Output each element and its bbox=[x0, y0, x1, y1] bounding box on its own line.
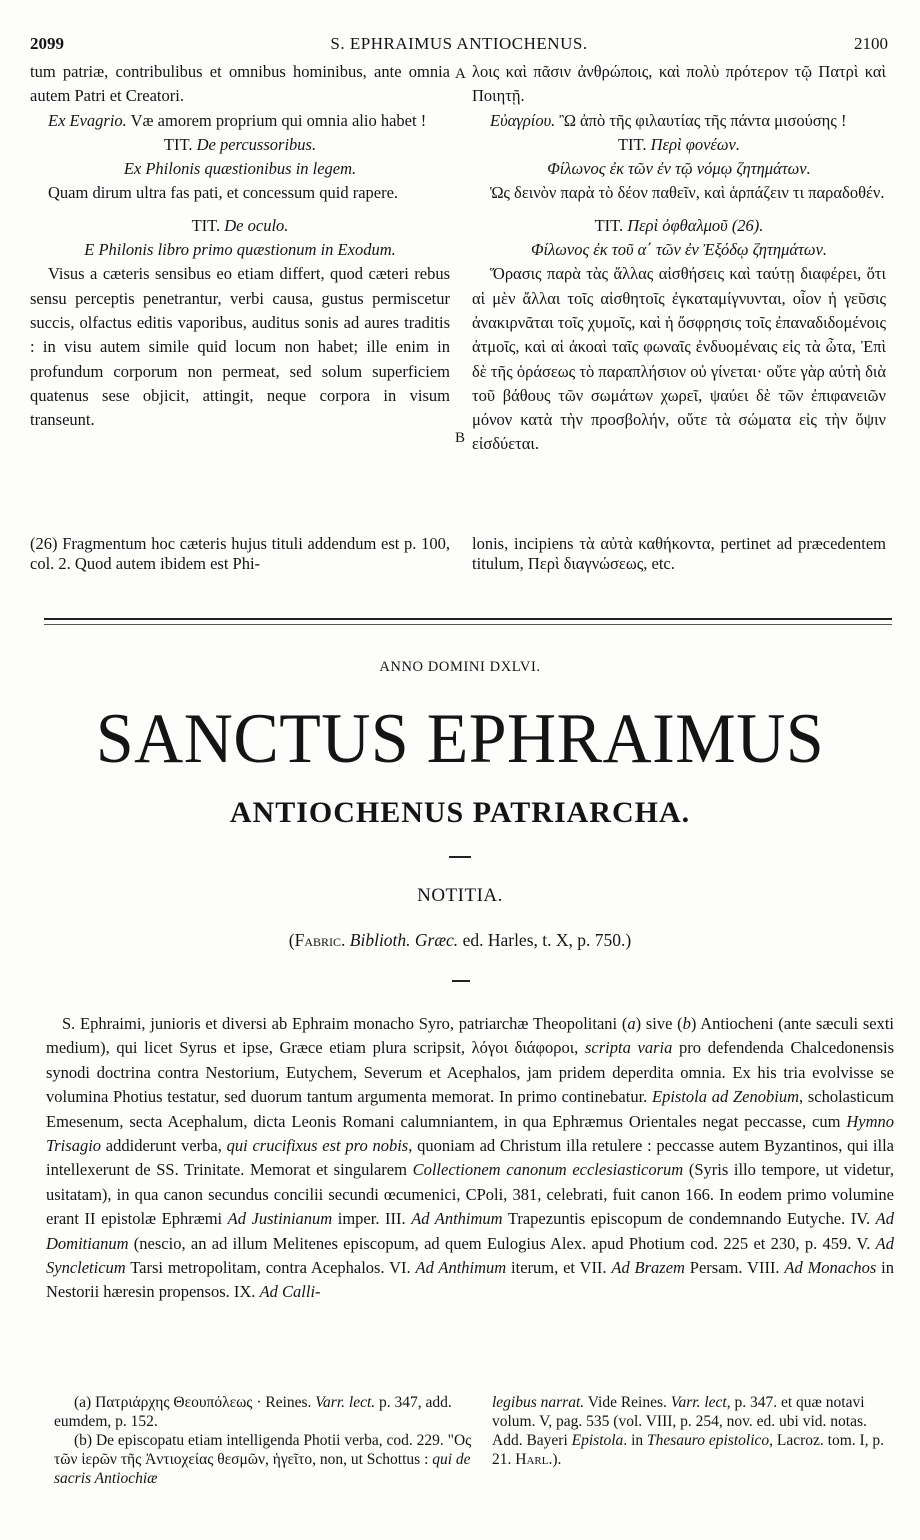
tit-label: TIT. bbox=[163, 134, 197, 154]
greek-source-philo-2-text: Φίλωνος ἐκ τοῦ α΄ τῶν ἐν Ἐξόδῳ ζητημάτων. bbox=[530, 240, 828, 260]
tit-label: TIT. bbox=[617, 134, 651, 154]
latin-source-philo-2-text: E Philonis libro primo quæstionum in Exodum. bbox=[84, 240, 396, 260]
body-seg: in Nestorii hæresin propensos. IX. bbox=[46, 1258, 894, 1302]
tit-label: TIT. bbox=[594, 215, 628, 235]
body-seg: , quoniam ad Christum illa retulere : peccasse autem Byzantinos, qui illa intellexerunt de SS. Trinitate. Memorat et singularem bbox=[46, 1136, 895, 1180]
fn-italic: qui de sacris Antiochiæ bbox=[54, 1451, 471, 1487]
body-seg: iterum, et VII. bbox=[506, 1258, 612, 1278]
latin-source-philo-2 bbox=[30, 238, 450, 262]
body-italic: Ad Domitianum bbox=[46, 1209, 895, 1253]
footnote-ref-b: b bbox=[682, 1014, 691, 1033]
body-italic: Epistola ad Zenobium bbox=[652, 1087, 799, 1107]
body-italic: Hymno Trisagio bbox=[46, 1111, 894, 1156]
fn-seg: Vide Reines. bbox=[584, 1394, 671, 1411]
greek-source-philo-1 bbox=[472, 157, 886, 181]
fn-seg: p. 347, add. eumdem, p. 152. bbox=[54, 1394, 452, 1430]
body-seg: (nescio, an ad illum Melitenes episcopum, ad quem Eulogius Alex. apud Photium cod. 225 et 230, p. 459. V. bbox=[128, 1233, 876, 1253]
fn-seg: , Lacroz. tom. I, p. 21. bbox=[492, 1432, 885, 1468]
greek-para-2 bbox=[472, 109, 886, 133]
body-seg: imper. III. bbox=[332, 1209, 412, 1229]
section-rule-thick bbox=[44, 618, 892, 620]
greek-title-ophthalmou bbox=[472, 214, 886, 238]
notitia-body bbox=[46, 1012, 894, 1305]
latin-title-percussoribus bbox=[30, 133, 450, 157]
body-italic: Ad Anthimum bbox=[415, 1258, 507, 1278]
fn-italic: Varr. lect bbox=[670, 1394, 727, 1411]
latin-source-philo-1-text: Ex Philonis quæstionibus in legem. bbox=[123, 159, 357, 179]
tit-text: De percussoribus. bbox=[196, 134, 317, 154]
body-seg: Persam. VIII. bbox=[684, 1258, 785, 1278]
latin-source-philo-1 bbox=[30, 157, 450, 181]
fn-seg: ). bbox=[552, 1451, 562, 1468]
footnote-26-right: lonis, incipiens τὰ αὐτὰ καθήκοντα, pertinet ad præcedentem titulum, Περὶ διαγνώσεως, etc. bbox=[472, 534, 886, 573]
section-rule-thin bbox=[44, 624, 892, 625]
greek-para-5: Ὡς δεινὸν παρὰ τὸ δέον παθεῖν, καὶ ἁρπάζειν τι παραδοθέν. bbox=[490, 183, 885, 203]
body-italic: Ad Calli- bbox=[259, 1282, 321, 1302]
latin-para-5: Quam dirum ultra fas pati, et concessum quid rapere. bbox=[48, 183, 399, 203]
latin-source-evagrius: Ex Evagrio. bbox=[48, 110, 127, 130]
latin-para-1: tum patriæ, contribulibus et omnibus hominibus, ante omnia autem Patri et Creatori. bbox=[30, 62, 450, 106]
body-seg: Tarsi metropolitam, contra Acephalos. VI. bbox=[125, 1258, 416, 1278]
source-citation bbox=[0, 930, 920, 951]
subtitle: ANTIOCHENUS PATRIARCHA. bbox=[229, 796, 691, 829]
body-italic: qui crucifixus est pro nobis bbox=[226, 1136, 409, 1156]
page-number-left: 2099 bbox=[30, 34, 64, 53]
fn-italic: Varr. lect. bbox=[315, 1394, 376, 1411]
tit-text: De oculo. bbox=[224, 215, 289, 235]
body-greek: λόγοι διάφοροι bbox=[471, 1038, 575, 1058]
margin-mark-b: B bbox=[455, 430, 466, 446]
body-seg: pro defendenda Chalcedonensis synodi doctrina contra Nestorium, Eutychem, Severum et Acephalos, jam pridem deperdita omnia. Ex his tria evolvisse se volumina Photius testatur, sed duorum tantum argumenta memorat. In primo continebatur. bbox=[46, 1038, 895, 1107]
greek-source-evagrius: Εὐαγρίου. bbox=[490, 110, 556, 130]
footnote-b bbox=[54, 1431, 474, 1488]
fn-italic: legibus narrat. bbox=[492, 1394, 585, 1411]
citation-author: Fabric. bbox=[294, 930, 346, 950]
tit-text: Περὶ φονέων. bbox=[650, 134, 741, 154]
latin-column bbox=[30, 60, 450, 432]
latin-para-2-text: Væ amorem proprium qui omnia alio habet ! bbox=[126, 110, 427, 130]
latin-title-oculo bbox=[30, 214, 450, 238]
latin-para-8: Visus a cæteris sensibus eo etiam differt, quod cæteri rebus sensu perceptis penetrantur, verbi causa, gustus permiscetur succis, olfactus editis vaporibus, auditus sonis ad aures traditis : in visu autem simile quid locum non habet; ille enim in profundum corporum non permeat, sed solum superficiem quatenus sese objicit, attingit, neque corpora in visum transeunt. bbox=[30, 264, 450, 430]
body-italic: scripta varia bbox=[584, 1038, 673, 1058]
body-italic: Ad Syncleticum bbox=[46, 1233, 894, 1278]
fn-smallcaps: Harl. bbox=[515, 1451, 553, 1468]
body-seg: , bbox=[574, 1038, 585, 1058]
footnotes-left bbox=[54, 1393, 474, 1488]
latin-para-2 bbox=[30, 109, 450, 133]
body-seg: addiderunt verba, bbox=[101, 1136, 227, 1156]
body-seg: , scholasticum Emesenum, secta Acephalum, dicta Leonis Romani calumniantem, in qua Ephræmus Orientales negat peccasse, cum bbox=[46, 1087, 894, 1131]
body-seg: (Syris illo tempore, ut videtur, usitatam), in qua canon secundus concilii secundi œcumenici, CPoli, 381, celebrati, fuit canon 166. In eodem primo volumine erant II epistolæ Ephræmi bbox=[46, 1160, 894, 1229]
citation-open: ( bbox=[288, 930, 295, 950]
fn-italic: Thesauro epistolico bbox=[647, 1432, 770, 1449]
page-number-right: 2100 bbox=[854, 34, 888, 53]
citation-work: Biblioth. Græc. bbox=[345, 930, 459, 950]
footnote-26-left: (26) Fragmentum hoc cæteris hujus tituli addendum est p. 100, col. 2. Quod autem ibidem est Phi- bbox=[30, 534, 450, 573]
notitia-heading: NOTITIA. bbox=[417, 885, 503, 906]
body-seg: ) sive ( bbox=[635, 1014, 683, 1033]
greek-title-foneon bbox=[472, 133, 886, 157]
body-italic: Ad Brazem bbox=[611, 1258, 685, 1278]
tit-text: Περὶ ὀφθαλμοῦ (26). bbox=[627, 215, 764, 235]
anno-domini-line: ANNO DOMINI DXLVI. bbox=[379, 659, 541, 675]
fn-seg: (a) Πατριάρχης Θεουπόλεως · Reines. bbox=[74, 1394, 316, 1411]
title-dash bbox=[449, 856, 471, 858]
footnote-a bbox=[54, 1393, 474, 1431]
margin-mark-a: A bbox=[455, 66, 466, 82]
running-header bbox=[30, 34, 888, 58]
fn-seg: (b) De episcopatu etiam intelligenda Photii verba, cod. 229. "Ος τῶν ἱερῶν τῆς Ἀντιοχείας θεσμῶν, ἡγεῖτο, non, ut Schottus : bbox=[54, 1432, 472, 1468]
main-title: SANCTUS EPHRAIMUS bbox=[95, 698, 825, 778]
greek-para-2-text: Ὢ ἀπὸ τῆς φιλαυτίας τῆς πάντα μισούσης ! bbox=[555, 110, 847, 130]
body-seg: Trapezuntis episcopum de condemnando Eutyche. IV. bbox=[502, 1209, 876, 1229]
fn-seg: , p. 347. et quæ notavi volum. V, pag. 535 (vol. VIII, p. 254, nov. ed. ubi vid. notas. Add. Bayeri bbox=[492, 1394, 867, 1449]
greek-para-8: Ὅρασις παρὰ τὰς ἄλλας αἰσθήσεις καὶ ταύτῃ διαφέρει, ὅτι αἱ μὲν ἄλλαι τοῖς αἰσθητοῖς ἐγκαταμίγνυνται, οἷον ἡ γεῦσις ἀνακιρνᾶται τοῖς χυμοῖς, καὶ ἡ ὄσφρησις τοῖς ἐπαναδιδομένοις ἀτμοῖς, καὶ αἱ ἀκοαὶ ταῖς φωναῖς ἐνδυομέναις εἰς τὰ ὦτα, Ἐπὶ δὲ τῆς ὁράσεως τὸ παραπλήσιον οὐ γίνεται· οὔτε γὰρ αὐτὴ διὰ τοῦ βάθους τῶν σωμάτων χωρεῖ, ψαύει δὲ τῶν ἐπιφανειῶν μόνον κατὰ τὴν προσβολήν, οὔτε τὰ σώματα εἰς τὴν ὄψιν εἰσδύεται. bbox=[472, 264, 886, 454]
greek-source-philo-2 bbox=[472, 238, 886, 262]
citation-dash bbox=[452, 980, 470, 982]
fn-italic: Epistola bbox=[571, 1432, 624, 1449]
greek-column bbox=[472, 60, 886, 457]
fn-seg: . in bbox=[623, 1432, 647, 1449]
body-seg: ) Antiocheni (ante sæculi sexti medium), qui licet Syrus et ipse, Græce etiam plura scripsit, bbox=[46, 1014, 894, 1058]
greek-source-philo-1-text: Φίλωνος ἐκ τῶν ἐν τῷ νόμῳ ζητημάτων. bbox=[547, 159, 811, 179]
body-italic: Collectionem canonum ecclesiasticorum bbox=[412, 1160, 684, 1180]
body-italic: Ad Justinianum bbox=[227, 1209, 333, 1229]
body-seg: S. Ephraimi, junioris et diversi ab Ephraim monacho Syro, patriarchæ Theopolitani ( bbox=[62, 1014, 628, 1033]
tit-label: TIT. bbox=[191, 215, 225, 235]
citation-rest: ed. Harles, t. X, p. 750.) bbox=[458, 930, 632, 950]
greek-para-1: λοις καὶ πᾶσιν ἀνθρώποις, καὶ πολὺ πρότερον τῷ Πατρὶ καὶ Ποιητῇ. bbox=[472, 62, 886, 106]
footnotes-right bbox=[492, 1393, 892, 1469]
body-italic: Ad Monachos bbox=[784, 1258, 877, 1278]
running-title: S. EPHRAIMUS ANTIOCHENUS. bbox=[330, 34, 588, 53]
footnote-ref-a: a bbox=[627, 1014, 636, 1033]
body-italic: Ad Anthimum bbox=[411, 1209, 503, 1229]
